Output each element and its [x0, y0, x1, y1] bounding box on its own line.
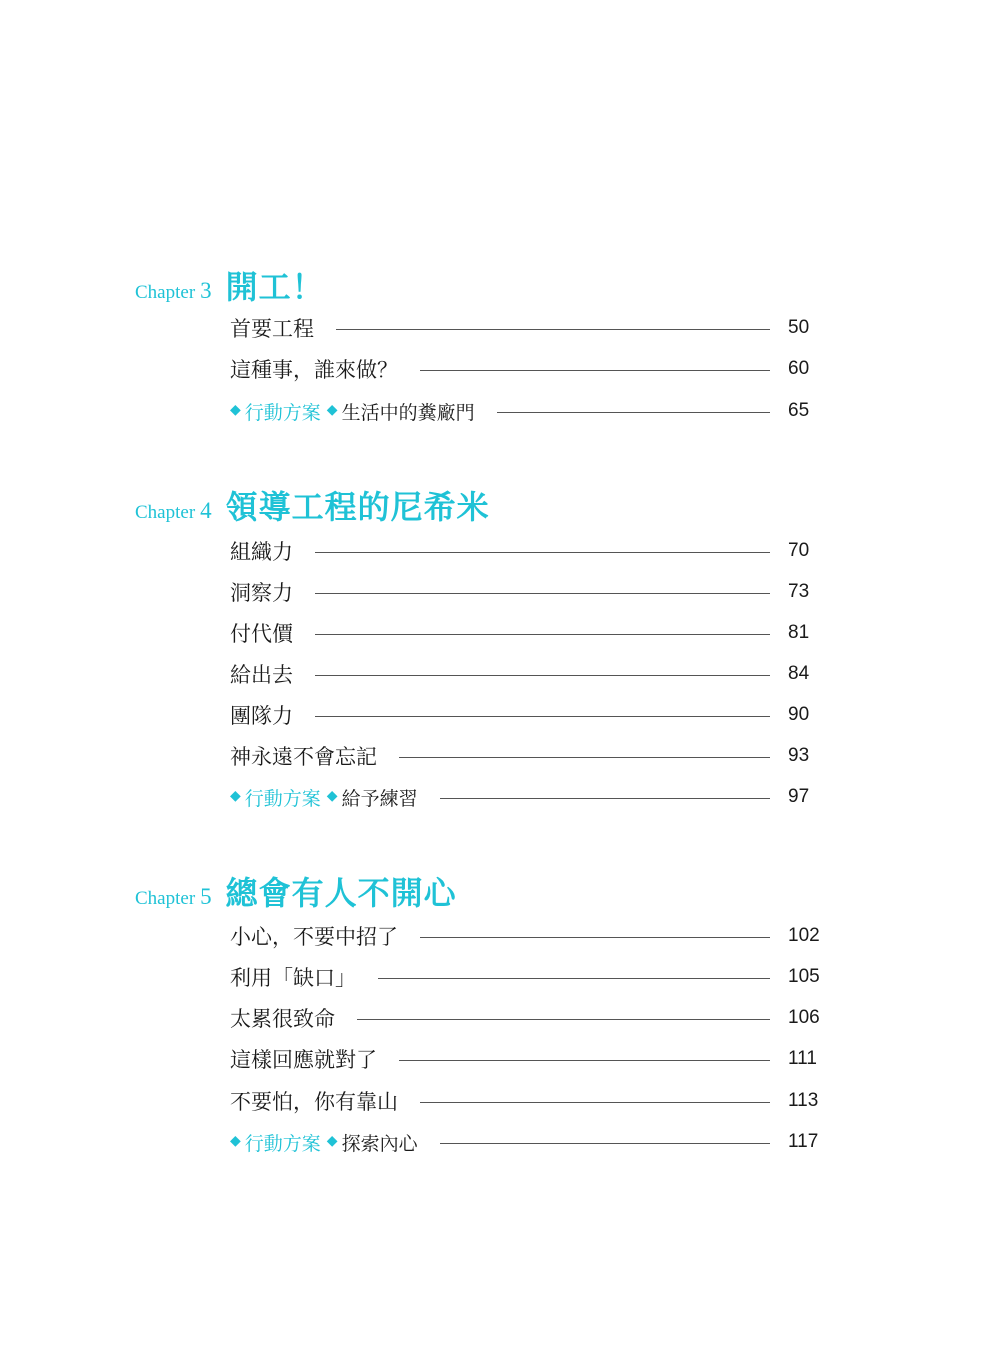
chapter-title: 開工！: [225, 268, 325, 306]
page-number: 65: [788, 400, 810, 421]
toc-entry[interactable]: [230, 354, 840, 384]
leader-line: [336, 329, 770, 330]
toc-entry[interactable]: [230, 618, 840, 648]
diamond-icon: ◆: [326, 402, 338, 418]
leader-line: [315, 552, 770, 553]
diamond-icon: ◆: [230, 402, 241, 418]
action-plan-title: 探索內心: [341, 1132, 418, 1155]
toc-entry-action-plan[interactable]: [230, 782, 840, 812]
entry-title: 團隊力: [230, 704, 293, 728]
leader-line: [315, 675, 770, 676]
page-number: 102: [788, 925, 820, 946]
action-plan-tag: 行動方案: [244, 787, 321, 810]
toc-entry[interactable]: [230, 700, 840, 730]
entry-title: 利用「缺口」: [230, 966, 356, 990]
page-number: 111: [788, 1048, 817, 1069]
entry-title: 給出去: [230, 663, 293, 687]
entry-title: 這樣回應就對了: [230, 1048, 377, 1072]
leader-line: [315, 716, 770, 717]
entry-title: [230, 1129, 440, 1156]
action-plan-title: 生活中的糞廠門: [341, 401, 475, 424]
chapter-heading: [135, 262, 325, 308]
chapter-title: 領導工程的尼希米: [225, 488, 490, 526]
page-number: 113: [788, 1090, 819, 1111]
chapter-heading: [135, 868, 457, 914]
toc-entry[interactable]: [230, 962, 840, 992]
page-number: 93: [788, 745, 810, 766]
chapter-word: Chapter: [135, 282, 196, 303]
chapter-title: 總會有人不開心: [225, 874, 457, 912]
leader-line: [315, 634, 770, 635]
leader-line: [420, 1102, 770, 1103]
entry-title: 組織力: [230, 540, 293, 564]
toc-entry[interactable]: [230, 659, 840, 689]
toc-entry[interactable]: [230, 921, 840, 951]
page-number: 70: [788, 540, 810, 561]
page-number: 73: [788, 581, 810, 602]
entry-title: 這種事，誰來做？: [230, 358, 398, 382]
page-number: 90: [788, 704, 810, 725]
chapter-number: 3: [200, 278, 212, 303]
leader-line: [420, 937, 770, 938]
action-plan-title: 給予練習: [341, 787, 418, 810]
leader-line: [399, 757, 770, 758]
page-number: 117: [788, 1131, 819, 1152]
leader-line: [357, 1019, 770, 1020]
toc-entry[interactable]: [230, 577, 840, 607]
page-number: 106: [788, 1007, 820, 1028]
entry-title: 洞察力: [230, 581, 293, 605]
chapter-heading: [135, 482, 490, 528]
page-number: 60: [788, 358, 810, 379]
chapter-number: 4: [200, 498, 212, 523]
toc-entry[interactable]: [230, 1044, 840, 1074]
diamond-icon: ◆: [230, 1133, 241, 1149]
page-number: 97: [788, 786, 810, 807]
diamond-icon: ◆: [230, 788, 241, 804]
page-number: 50: [788, 317, 810, 338]
entry-title: 太累很致命: [230, 1007, 335, 1031]
entry-title: 小心，不要中招了: [230, 925, 398, 949]
entry-title: 首要工程: [230, 317, 314, 341]
chapter-number: 5: [200, 884, 212, 909]
page-number: 81: [788, 622, 810, 643]
diamond-icon: ◆: [326, 1133, 338, 1149]
diamond-icon: ◆: [326, 788, 338, 804]
entry-title: 神永遠不會忘記: [230, 745, 377, 769]
leader-line: [420, 370, 770, 371]
action-plan-tag: 行動方案: [244, 401, 321, 424]
chapter-word: Chapter: [135, 502, 196, 523]
entry-title: 付代價: [230, 622, 293, 646]
page-number: 105: [788, 966, 820, 987]
toc-entry[interactable]: [230, 1086, 840, 1116]
toc-entry[interactable]: [230, 536, 840, 566]
page-number: 84: [788, 663, 810, 684]
leader-line: [315, 593, 770, 594]
entry-title: [230, 784, 440, 811]
toc-entry[interactable]: [230, 741, 840, 771]
entry-title: 不要怕，你有靠山: [230, 1090, 398, 1114]
toc-entry[interactable]: [230, 313, 840, 343]
leader-line: [378, 978, 770, 979]
toc-entry-action-plan[interactable]: [230, 396, 840, 426]
toc-entry[interactable]: [230, 1003, 840, 1033]
chapter-word: Chapter: [135, 888, 196, 909]
leader-line: [440, 798, 770, 799]
action-plan-tag: 行動方案: [244, 1132, 321, 1155]
toc-entry-action-plan[interactable]: [230, 1127, 840, 1157]
leader-line: [399, 1060, 770, 1061]
leader-line: [440, 1143, 770, 1144]
entry-title: [230, 398, 497, 425]
leader-line: [497, 412, 770, 413]
